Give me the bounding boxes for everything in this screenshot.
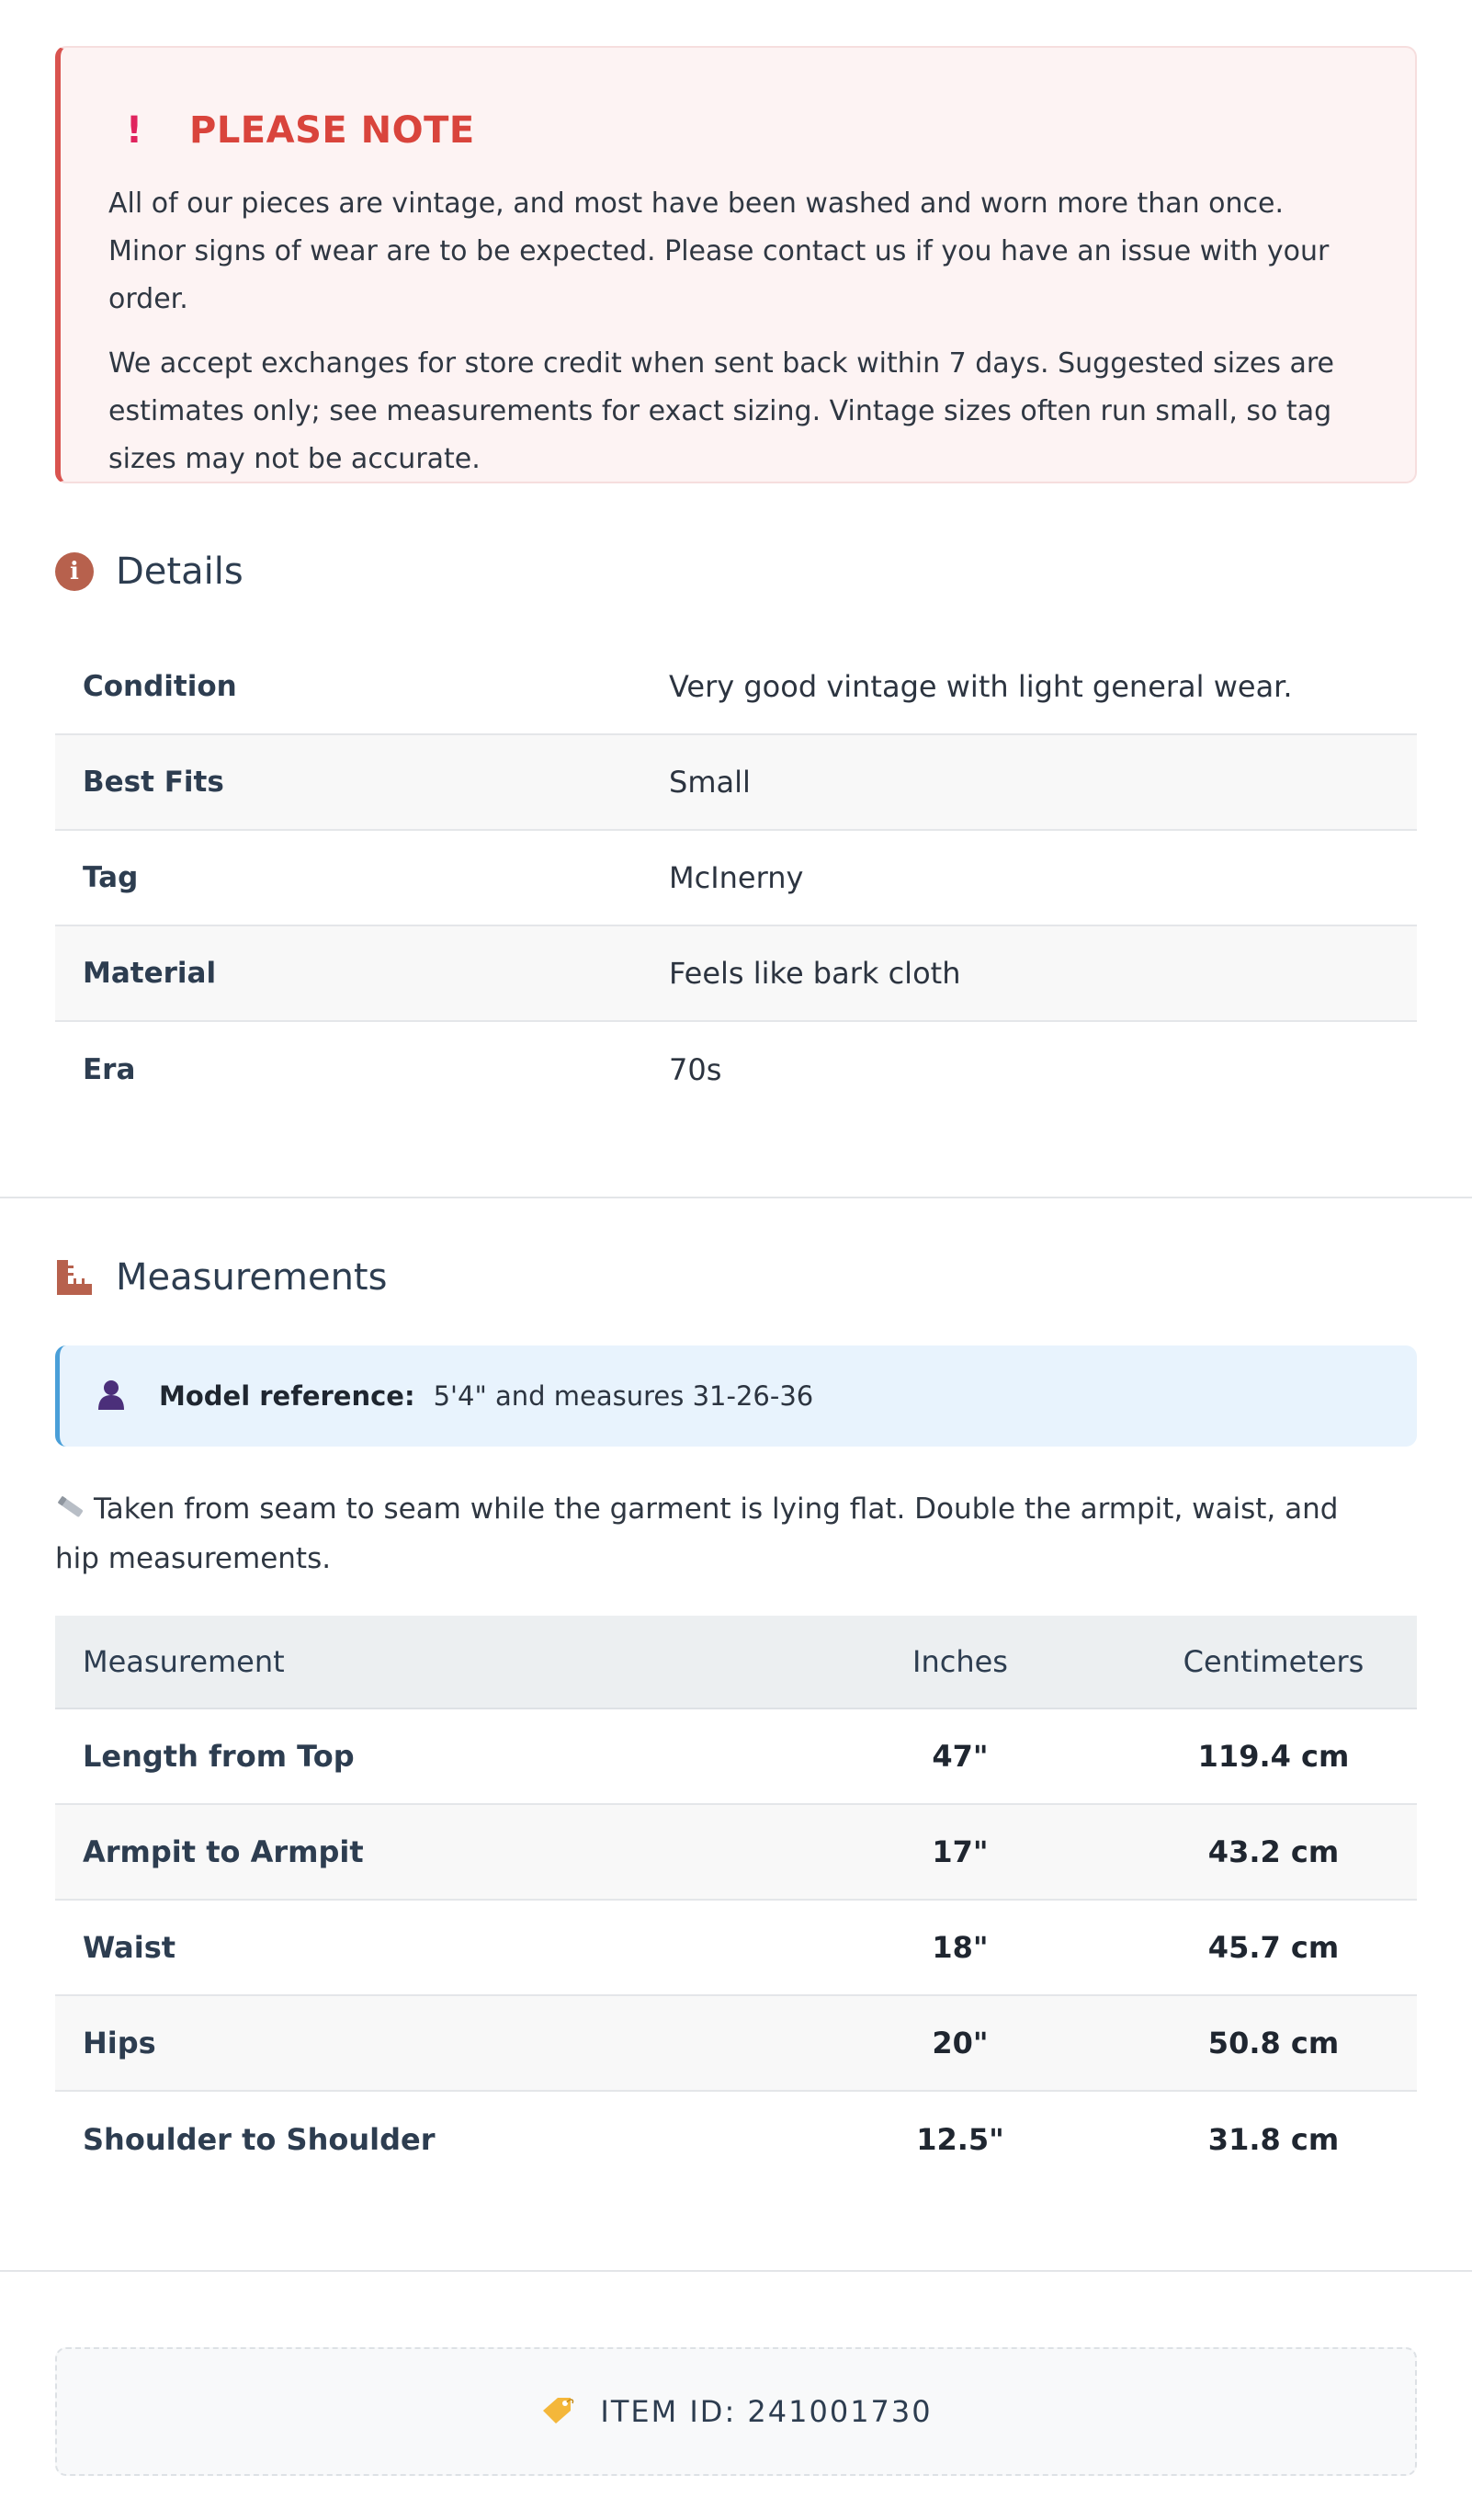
details-row bbox=[55, 831, 1417, 926]
section-divider bbox=[0, 1197, 1472, 1198]
details-row bbox=[55, 1022, 1417, 1118]
model-reference-box bbox=[55, 1345, 1417, 1447]
details-row bbox=[55, 735, 1417, 831]
notice-heading: PLEASE NOTE bbox=[189, 109, 475, 152]
measurement-name: Hips bbox=[83, 2026, 156, 2060]
measurement-name: Waist bbox=[83, 1930, 176, 1965]
model-reference-value: 5'4" and measures 31-26-36 bbox=[433, 1380, 814, 1412]
table-row bbox=[55, 1996, 1417, 2092]
details-table bbox=[55, 640, 1417, 1118]
details-label: Tag bbox=[83, 861, 139, 894]
measurements-title: Measurements bbox=[116, 1256, 388, 1299]
person-silhouette-icon bbox=[96, 1379, 126, 1413]
details-label: Condition bbox=[83, 670, 237, 703]
exclamation-icon: ! bbox=[125, 109, 143, 152]
section-divider bbox=[0, 2270, 1472, 2272]
notice-box bbox=[55, 46, 1417, 483]
info-icon: i bbox=[55, 552, 94, 591]
details-label: Best Fits bbox=[83, 766, 224, 799]
details-row bbox=[55, 640, 1417, 735]
measurement-cm: 119.4 cm bbox=[1197, 1739, 1350, 1774]
item-id-text: ITEM ID: 241001730 bbox=[600, 2394, 933, 2429]
column-header-measurement: Measurement bbox=[83, 1644, 285, 1679]
measurement-name: Shoulder to Shoulder bbox=[83, 2122, 436, 2157]
notice-paragraph: All of our pieces are vintage, and most have been washed and worn more than once. Minor signs of wear are to be expected. Please contact us if you have an issue with your order. bbox=[108, 187, 1330, 315]
column-header-centimeters: Centimeters bbox=[1183, 1644, 1364, 1679]
table-row bbox=[55, 1805, 1417, 1901]
details-value: 70s bbox=[669, 1052, 722, 1087]
measurement-inches: 17" bbox=[932, 1834, 989, 1869]
table-header bbox=[55, 1616, 1417, 1709]
measurement-inches: 47" bbox=[932, 1739, 989, 1774]
item-id-box bbox=[55, 2347, 1417, 2476]
details-heading bbox=[55, 544, 243, 599]
details-value: McInerny bbox=[669, 860, 804, 895]
measurements-heading bbox=[55, 1250, 387, 1305]
measurement-cm: 43.2 cm bbox=[1207, 1834, 1340, 1869]
notice-title bbox=[108, 103, 1367, 158]
measurement-inches: 20" bbox=[932, 2026, 989, 2060]
measurement-note-text: Taken from seam to seam while the garment is lying flat. Double the armpit, waist, and hip measurements. bbox=[55, 1493, 1339, 1575]
measurements-table bbox=[55, 1616, 1417, 2187]
details-title: Details bbox=[116, 551, 243, 593]
details-value: Very good vintage with light general wear. bbox=[669, 669, 1293, 704]
table-row bbox=[55, 1709, 1417, 1805]
measurement-cm: 31.8 cm bbox=[1207, 2122, 1340, 2157]
table-row bbox=[55, 1901, 1417, 1996]
ruler-icon bbox=[55, 1258, 94, 1297]
measurement-cm: 45.7 cm bbox=[1207, 1930, 1340, 1965]
details-label: Era bbox=[83, 1053, 136, 1086]
measurement-name: Length from Top bbox=[83, 1739, 355, 1774]
details-value: Feels like bark cloth bbox=[669, 956, 961, 991]
table-row bbox=[55, 2092, 1417, 2187]
measurement-cm: 50.8 cm bbox=[1207, 2026, 1340, 2060]
price-tag-icon bbox=[539, 2394, 576, 2429]
column-header-inches: Inches bbox=[912, 1644, 1008, 1679]
table-body bbox=[55, 1709, 1417, 2187]
details-label: Material bbox=[83, 957, 217, 990]
pencil-icon bbox=[55, 1487, 86, 1535]
measurement-name: Armpit to Armpit bbox=[83, 1834, 364, 1869]
measurement-inches: 18" bbox=[932, 1930, 989, 1965]
model-reference-label: Model reference: bbox=[159, 1380, 415, 1412]
measurement-inches: 12.5" bbox=[916, 2122, 1004, 2157]
details-value: Small bbox=[669, 765, 751, 800]
notice-paragraph: We accept exchanges for store credit when sent back within 7 days. Suggested sizes are estimates only; see measurements for exact sizing. Vintage sizes often run small, so tag sizes may not be accurate. bbox=[108, 347, 1335, 475]
details-row bbox=[55, 926, 1417, 1022]
measurement-note bbox=[55, 1485, 1378, 1583]
